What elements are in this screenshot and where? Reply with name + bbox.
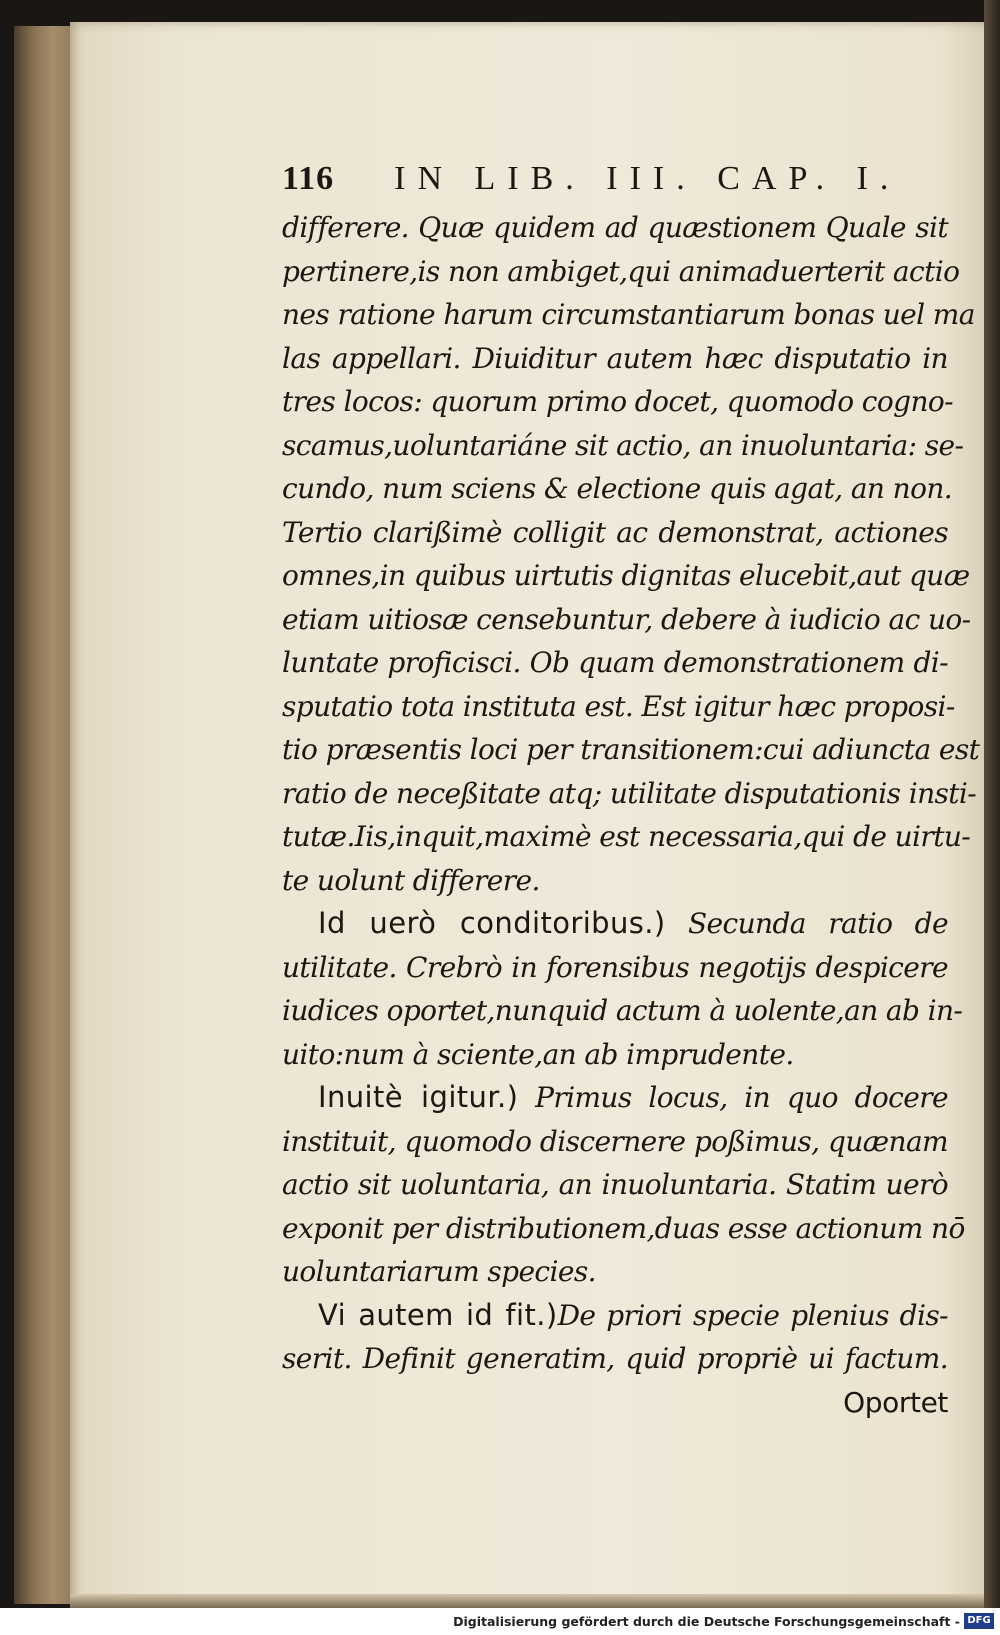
text-line: uito:num à sciente,an ab imprudente. [282,1037,794,1071]
lemma-line [282,1294,948,1338]
text-line: pertinere,is non ambiget,qui animaduerterit actio [282,254,960,288]
text-line: actio sit uoluntaria, an inuoluntaria. Statim uerò [282,1168,948,1201]
paragraph-4 [282,1294,948,1381]
text-line: nes ratione harum circumstantiarum bonas uel ma [282,298,975,331]
page-bottom-edge [70,1594,988,1608]
digitization-footer [0,1608,1000,1635]
lemma-commentary: Primus locus, in quo docere [518,1081,948,1114]
running-header [282,160,948,206]
text-block [282,160,980,1424]
text-line: serit. Definit generatim, quid propriè ui factum. [282,1342,948,1375]
page-right-edge [984,0,1000,1608]
text-line: instituit, quomodo discernere poßimus, quænam [282,1124,948,1158]
lemma: Inuitè igitur.) [318,1080,519,1114]
funding-credit: Digitalisierung gefördert durch die Deutsche Forschungsgemeinschaft - [453,1614,960,1629]
dfg-logo: DFG [964,1613,994,1629]
lemma: Id uerò conditoribus.) [318,906,666,940]
text-line: Tertio clarißimè colligit ac demonstrat, actiones [282,515,948,549]
text-line: omnes,in quibus uirtutis dignitas elucebit,aut quæ [282,559,970,592]
text-line: tio præsentis loci per transitionem:cui adiuncta est [282,733,980,766]
text-line: exponit per distributionem,duas esse actionum nō [282,1211,965,1245]
paragraph-2 [282,902,963,1076]
text-line: utilitate. Crebrò in forensibus negotijs despicere [282,950,948,984]
text-line: differere. Quæ quidem ad quæstionem Quale sit [282,211,948,244]
lemma-line [282,1076,948,1120]
paragraph-1 [282,206,980,902]
text-line: iudices oportet,nunquid actum à uolente,an ab in- [282,994,963,1027]
text-line: uoluntariarum species. [282,1255,596,1288]
text-line: ratio de neceßitate atq; utilitate disputationis insti- [282,776,977,810]
text-line: scamus,uoluntariáne sit actio, an inuoluntaria: se- [282,428,964,462]
lemma-commentary: De priori specie plenius dis- [557,1298,948,1332]
text-line: te uolunt differere. [282,863,540,897]
lemma: Vi autem id fit.) [318,1297,558,1332]
text-line: tutæ.Iis,inquit,maximè est necessaria,qui de uirtu- [282,820,971,853]
text-line: sputatio tota instituta est. Est igitur hæc proposi- [282,689,955,723]
running-title: IN LIB. III. CAP. I. [394,160,901,197]
text-line: etiam uitiosæ censebuntur, debere à iudicio ac uo- [282,602,971,636]
page-number: 116 [282,160,335,197]
paragraph-3 [282,1076,965,1294]
text-line: las appellari. Diuiditur autem hæc disputatio in [282,341,948,375]
lemma-commentary: Secunda ratio de [665,907,948,940]
text-line: luntate proficisci. Ob quam demonstrationem di- [282,646,948,679]
text-line: tres locos: quorum primo docet, quomodo cogno- [282,385,953,418]
lemma-line [282,902,948,946]
text-line: cundo, num sciens & electione quis agat, an non. [282,472,953,505]
catchword: Oportet [843,1385,948,1419]
